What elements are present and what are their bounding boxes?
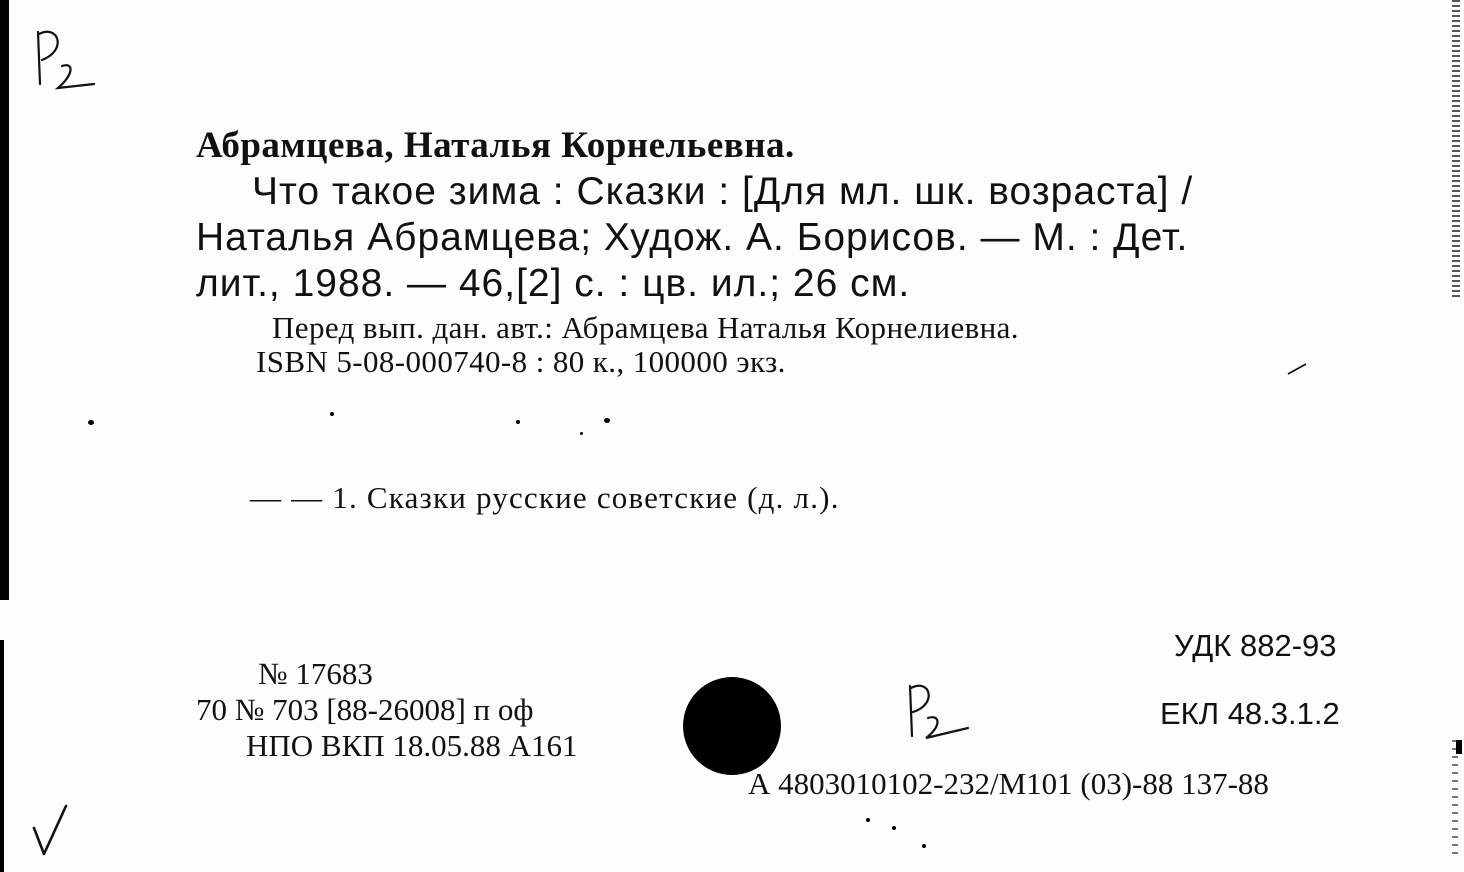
handwritten-check-icon	[30, 802, 70, 858]
scan-mark-right	[1456, 740, 1462, 754]
scan-speck	[922, 844, 926, 848]
scan-speck	[892, 826, 896, 830]
order-line: 70 № 703 [88-26008] п оф	[196, 692, 534, 727]
author-heading: Абрамцева, Наталья Корнельевна.	[196, 125, 795, 166]
scan-speck	[330, 412, 334, 416]
scan-border-right-lower	[1452, 740, 1458, 860]
udk-code: УДК 882-93	[1174, 628, 1337, 663]
punch-hole	[683, 677, 781, 775]
subject-heading: — — 1. Сказки русские советские (д. л.).	[250, 480, 840, 515]
ekl-code: ЕКЛ 48.3.1.2	[1160, 696, 1340, 731]
note-isbn: ISBN 5-08-000740-8 : 80 к., 100000 экз.	[256, 344, 786, 379]
scan-border-left-lower	[0, 640, 4, 872]
title-line-3: лит., 1988. — 46,[2] с. : цв. ил.; 26 см.	[196, 262, 911, 305]
scan-speck	[580, 432, 583, 435]
scan-speck	[604, 418, 610, 423]
scan-border-right	[1452, 0, 1460, 300]
handwritten-mark-top-icon	[28, 22, 108, 102]
scan-speck	[88, 420, 94, 425]
scan-speck	[866, 818, 870, 822]
publisher-code: А 4803010102-232/М101 (03)-88 137-88	[748, 766, 1269, 801]
handwritten-mark-middle-icon	[898, 678, 978, 748]
title-line-2: Наталья Абрамцева; Худож. А. Борисов. — М. : Дет.	[196, 216, 1189, 259]
note-author-name: Перед вып. дан. авт.: Абрамцева Наталья Корнелиевна.	[272, 310, 1019, 345]
title-line-1: Что такое зима : Сказки : [Для мл. шк. возраста] /	[252, 170, 1194, 213]
scan-border-left	[0, 0, 9, 600]
pencil-tick-icon	[1286, 362, 1308, 376]
record-number: № 17683	[258, 656, 373, 691]
npo-line: НПО ВКП 18.05.88 А161	[246, 728, 578, 763]
scan-speck	[516, 420, 520, 424]
